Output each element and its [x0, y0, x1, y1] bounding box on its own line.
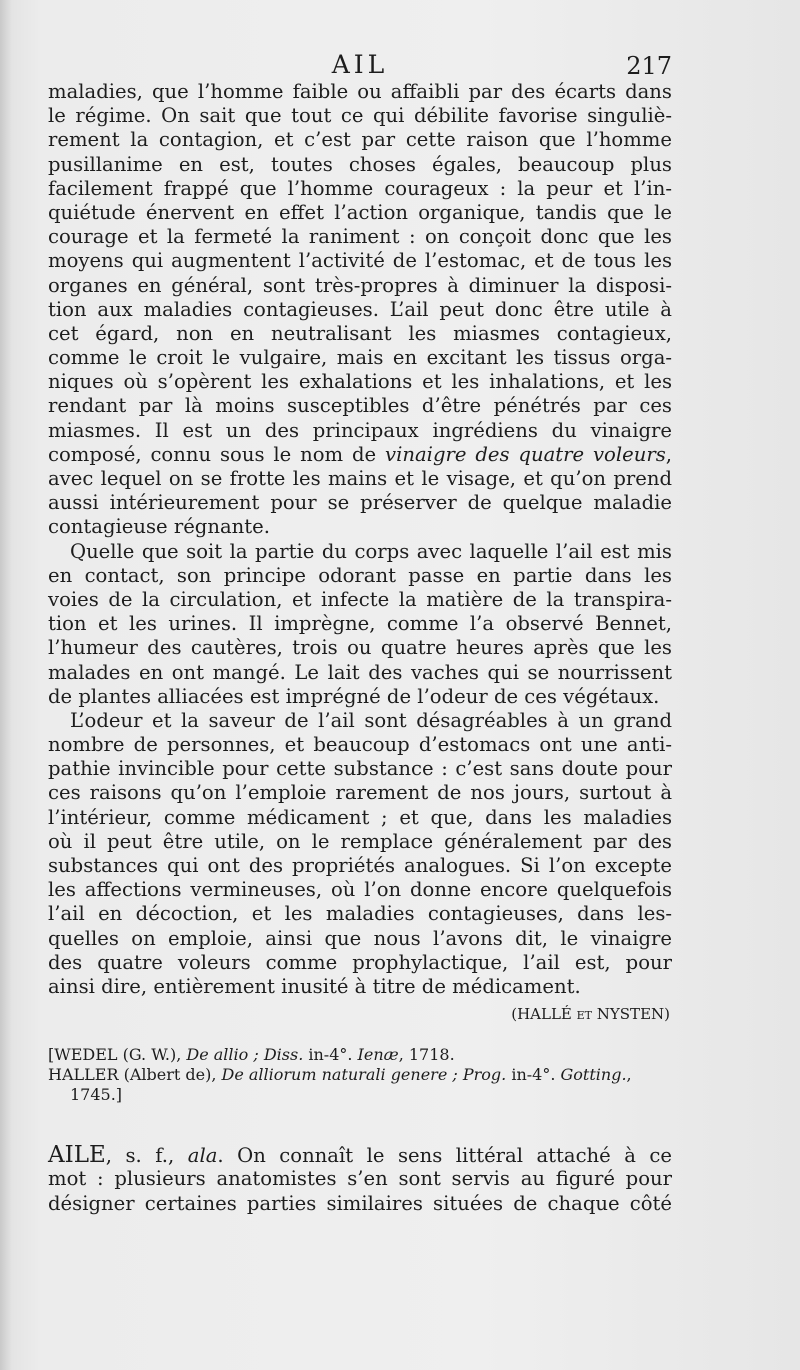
text-line: ces raisons qu’on l’emploie rarement de nos jours, surtout à: [48, 781, 672, 805]
text-line: aussi intérieurement pour se préserver de quelque maladie: [48, 491, 672, 515]
text-line: L’odeur et la saveur de l’ail sont désagréables à un grand: [70, 708, 672, 732]
text-line: nombre de personnes, et beaucoup d’estomacs ont une anti-: [48, 733, 672, 757]
bibliography: [48, 1045, 672, 1105]
main-text: [48, 80, 672, 1216]
text-line: ainsi dire, entièrement inusité à titre de médicament.: [48, 974, 581, 998]
text-line: voies de la circulation, et infecte la matière de la transpira-: [48, 587, 672, 611]
latin-term: ala: [187, 1144, 218, 1168]
text-line: l’intérieur, comme médicament ; et que, dans les maladies: [48, 805, 672, 829]
text-line: moyens qui augmentent l’activité de l’estomac, et de tous les: [48, 249, 672, 273]
text-run: ,: [665, 442, 672, 466]
bib-place: Gotting.: [560, 1065, 627, 1085]
text-line: miasmes. Il est un des principaux ingrédiens du vinaigre: [48, 418, 672, 442]
text-run: composé, connu sous le nom de: [48, 442, 386, 466]
bib-place: Ienæ: [357, 1045, 399, 1065]
text-run: . On connaît le sens littéral attaché à ce: [217, 1144, 672, 1168]
text-run: , s. f.,: [105, 1144, 188, 1168]
text-line: [48, 1143, 672, 1167]
text-line: malades en ont mangé. Le lait des vaches qui se nourrissent: [48, 660, 672, 684]
text-line: où il peut être utile, on le remplace généralement par des: [48, 829, 672, 853]
text-line: avec lequel on se frotte les mains et le visage, et qu’on prend: [48, 467, 672, 490]
text-line: tion et les urines. Il imprègne, comme l’a observé Bennet,: [48, 612, 672, 636]
text-line: le régime. On sait que tout ce qui débilite favorise singuliè-: [48, 104, 672, 128]
bib-text: ,: [626, 1065, 632, 1085]
text-line: l’humeur des cautères, trois ou quatre heures après que les: [48, 636, 672, 660]
author-signature: (HALLÉ et NYSTEN): [511, 1005, 670, 1024]
text-line: contagieuse régnante.: [48, 515, 270, 539]
text-line: tion aux maladies contagieuses. L’ail peut donc être utile à: [48, 297, 672, 321]
text-line: rement la contagion, et c’est par cette raison que l’homme: [48, 128, 672, 152]
text-line: rendant par là moins susceptibles d’être pénétrés par ces: [48, 394, 672, 418]
bib-text: (Albert de),: [118, 1065, 222, 1085]
bib-text: in-4°.: [303, 1045, 358, 1065]
text-line: quiétude énervent en effet l’action organique, tandis que le: [48, 200, 672, 224]
text-line: [48, 443, 672, 467]
text-line: organes en général, sont très-propres à diminuer la disposi-: [48, 273, 672, 297]
text-line: pusillanime en est, toutes choses égales, beaucoup plus: [48, 152, 672, 176]
bib-text: , 1718.: [398, 1045, 455, 1065]
text-line: cet égard, non en neutralisant les miasmes contagieux,: [48, 321, 672, 345]
bib-text: in-4°.: [506, 1065, 561, 1085]
italic-title: vinaigre des quatre voleurs: [385, 442, 666, 466]
text-line: pathie invincible pour cette substance : c’est sans doute pour: [48, 757, 672, 781]
text-line: Quelle que soit la partie du corps avec laquelle l’ail est mis: [70, 539, 672, 563]
page-number: 217: [626, 52, 672, 80]
text-line: de plantes alliacées est imprégné de l’odeur de ces végétaux.: [48, 684, 660, 708]
bibliography-entry: [48, 1045, 672, 1065]
paragraph-contagion: [48, 80, 672, 540]
paragraph-circulation: [48, 540, 672, 709]
text-line: les affections vermineuses, où l’on donne encore quelquefois: [48, 878, 672, 902]
text-line: l’ail en décoction, et les maladies contagieuses, dans les-: [48, 902, 672, 926]
text-line: maladies, que l’homme faible ou affaibli par des écarts dans: [48, 80, 672, 103]
page-header: [48, 44, 672, 84]
paragraph-odour: [48, 709, 672, 1025]
text-line: substances qui ont des propriétés analogues. Si l’on excepte: [48, 854, 672, 877]
bibliography-year: 1745.]: [70, 1085, 123, 1105]
text-line: facilement frappé que l’homme courageux : la peur et l’in-: [48, 176, 672, 200]
bib-title: De alliorum naturali genere ; Prog.: [221, 1065, 507, 1085]
text-line: courage et la fermeté la raniment : on conçoit donc que les: [48, 225, 672, 249]
text-line: en contact, son principe odorant passe en partie dans les: [48, 563, 672, 587]
running-head: AIL: [331, 50, 389, 79]
text-line: des quatre voleurs comme prophylactique, l’ail est, pour: [48, 950, 672, 974]
text-line: désigner certaines parties similaires situées de chaque côté: [48, 1191, 672, 1215]
entry-aile: [48, 1143, 672, 1216]
bib-title: De allio ; Diss.: [186, 1045, 304, 1065]
bibliography-entry: [48, 1065, 672, 1085]
text-line: quelles on emploie, ainsi que nous l’avons dit, le vinaigre: [48, 926, 672, 950]
text-line: mot : plusieurs anatomistes s’en sont servis au figuré pour: [48, 1167, 672, 1191]
bib-author: [WEDEL: [48, 1045, 118, 1065]
text-line: niques où s’opèrent les exhalations et les inhalations, et les: [48, 370, 672, 394]
entry-headword: AILE: [48, 1142, 106, 1169]
entry-gap: [48, 1105, 672, 1143]
bib-text: (G. W.),: [117, 1045, 187, 1065]
bib-author: HALLER: [48, 1065, 119, 1085]
text-line: comme le croit le vulgaire, mais en excitant les tissus orga-: [48, 346, 672, 370]
